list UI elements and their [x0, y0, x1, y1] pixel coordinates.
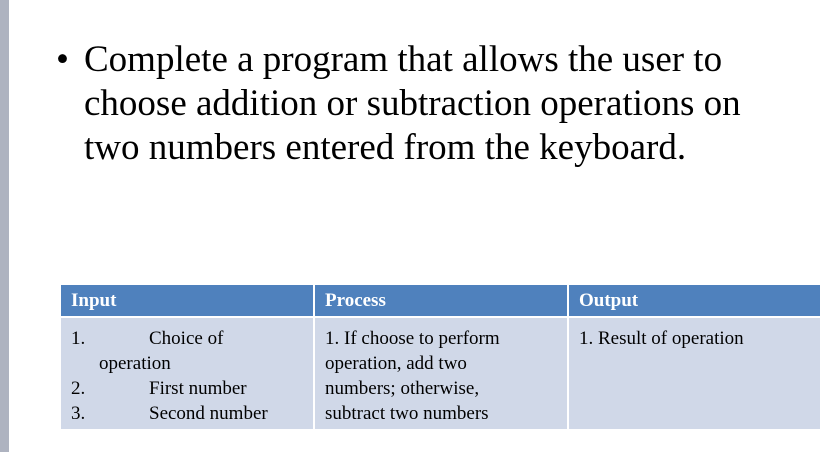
header-input: Input: [60, 284, 314, 317]
bullet-text-line-3: two numbers entered from the keyboard.: [84, 127, 687, 168]
output-line-1: 1. Result of operation: [579, 328, 744, 349]
input-item-1-text: Choice of: [149, 328, 224, 349]
cell-process: [314, 317, 568, 430]
table-row: [60, 317, 821, 430]
process-line-3: numbers; otherwise,: [325, 378, 480, 399]
bullet-paragraph: [56, 38, 776, 170]
bullet-line-3: [56, 126, 776, 170]
bullet-line-2: [56, 82, 776, 126]
table-header-row: [60, 284, 821, 317]
input-item-2-text: First number: [149, 378, 247, 399]
input-item-2-number: 2.: [71, 378, 86, 399]
input-item-2: [71, 376, 303, 401]
cell-input: [60, 317, 314, 430]
header-process: Process: [314, 284, 568, 317]
input-item-1-number: 1.: [71, 328, 86, 349]
input-item-3-text: Second number: [149, 403, 268, 424]
process-line-2: operation, add two: [325, 353, 467, 374]
bullet-dot: •: [56, 39, 69, 80]
bullet-line-1: [56, 38, 776, 82]
input-item-1: [71, 326, 303, 351]
ipo-table: [59, 283, 822, 431]
input-item-3: [71, 401, 303, 426]
input-item-3-number: 3.: [71, 403, 86, 424]
bullet-text-line-1: Complete a program that allows the user to: [84, 39, 723, 80]
slide-left-accent-bar: [0, 0, 9, 452]
bullet-text-line-2: choose addition or subtraction operations on: [84, 83, 741, 124]
process-line-4: subtract two numbers: [325, 403, 489, 424]
header-output: Output: [568, 284, 821, 317]
cell-output: [568, 317, 821, 430]
process-line-1: 1. If choose to perform: [325, 328, 500, 349]
input-item-1-wrap: operation: [99, 353, 171, 374]
